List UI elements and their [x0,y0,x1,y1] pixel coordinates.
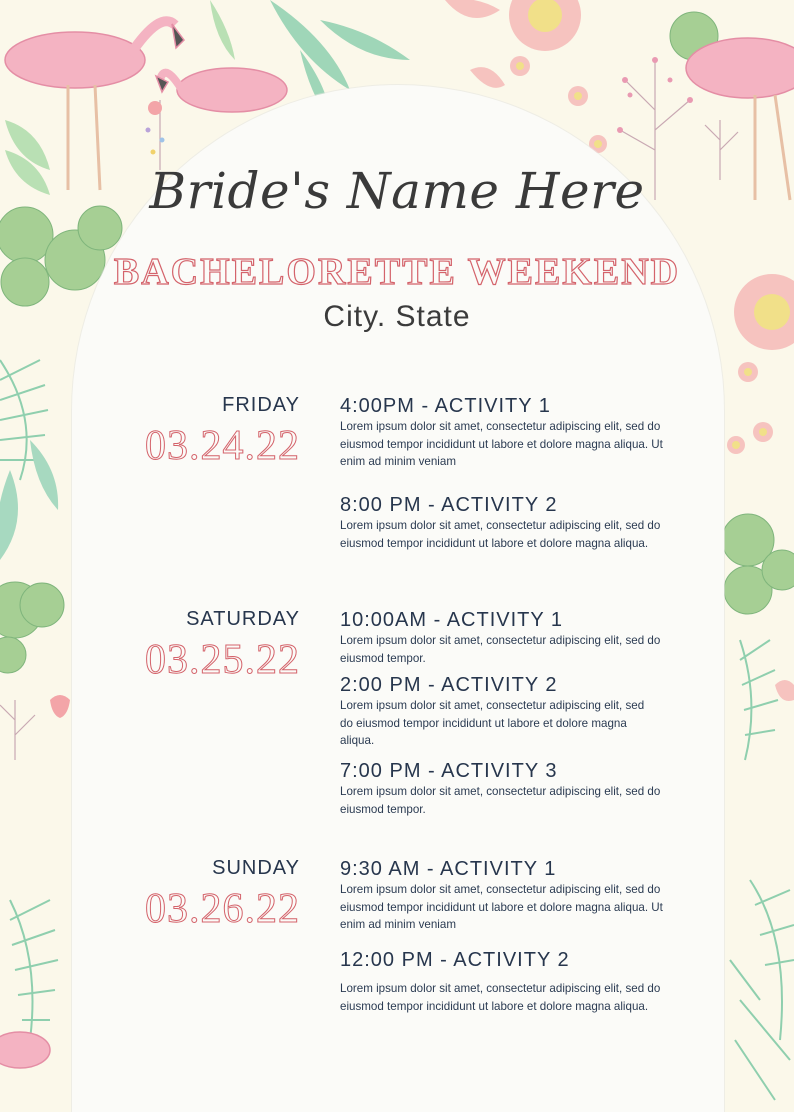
activity-description: Lorem ipsum dolor sit amet, consectetur adipiscing elit, sed do eiusmod tempor incididunt ut labore et dolore magna aliqua. Ut enim ad minim veniam [340,420,663,468]
date-saturday: 03.25.22 [145,637,300,683]
activity-title: 7:00 PM - ACTIVITY 3 [340,760,558,782]
day-label-sunday: SUNDAY [212,857,300,879]
activity-item [340,609,685,667]
date-sunday: 03.26.22 [145,886,300,932]
event-title: BACHELORETTE WEEKEND [113,251,681,293]
event-location: City. State [323,300,471,333]
activity-description: Lorem ipsum dolor sit amet, consectetur adipiscing elit, sed do eiusmod tempor incididunt ut labore et dolore magna aliqua. [340,519,661,550]
day-label-saturday: SATURDAY [186,608,300,630]
activity-description: Lorem ipsum dolor sit amet, consectetur adipiscing elit, sed do eiusmod tempor. [340,634,661,665]
activity-item [340,760,685,818]
activity-description: Lorem ipsum dolor sit amet, consectetur adipiscing elit, sed do eiusmod tempor incididunt ut labore et dolore magna aliqua. Ut enim ad minim veniam [340,883,663,931]
activity-title: 2:00 PM - ACTIVITY 2 [340,674,558,696]
activity-item [340,949,685,1015]
bride-name: Bride's Name Here [149,162,645,220]
date-friday: 03.24.22 [145,423,300,469]
activity-title: 8:00 PM - ACTIVITY 2 [340,494,558,516]
day-label-friday: FRIDAY [222,394,300,416]
palm-leaf-icon [730,640,794,1100]
activity-description: Lorem ipsum dolor sit amet, consectetur adipiscing elit, sed do eiusmod tempor incididunt ut labore et dolore magna aliqua. [340,982,661,1013]
activity-title: 12:00 PM - ACTIVITY 2 [340,949,570,971]
activity-item [340,674,658,750]
activity-title: 10:00AM - ACTIVITY 1 [340,609,564,631]
activity-description: Lorem ipsum dolor sit amet, consectetur adipiscing elit, sed do eiusmod tempor incididunt ut labore et dolore magna aliqua. [340,699,645,747]
activity-item [340,494,685,552]
activity-description: Lorem ipsum dolor sit amet, consectetur adipiscing elit, sed do eiusmod tempor. [340,785,661,816]
activity-title: 9:30 AM - ACTIVITY 1 [340,858,557,880]
activity-item [340,858,680,934]
activity-title: 4:00PM - ACTIVITY 1 [340,395,551,417]
activity-item [340,395,685,471]
